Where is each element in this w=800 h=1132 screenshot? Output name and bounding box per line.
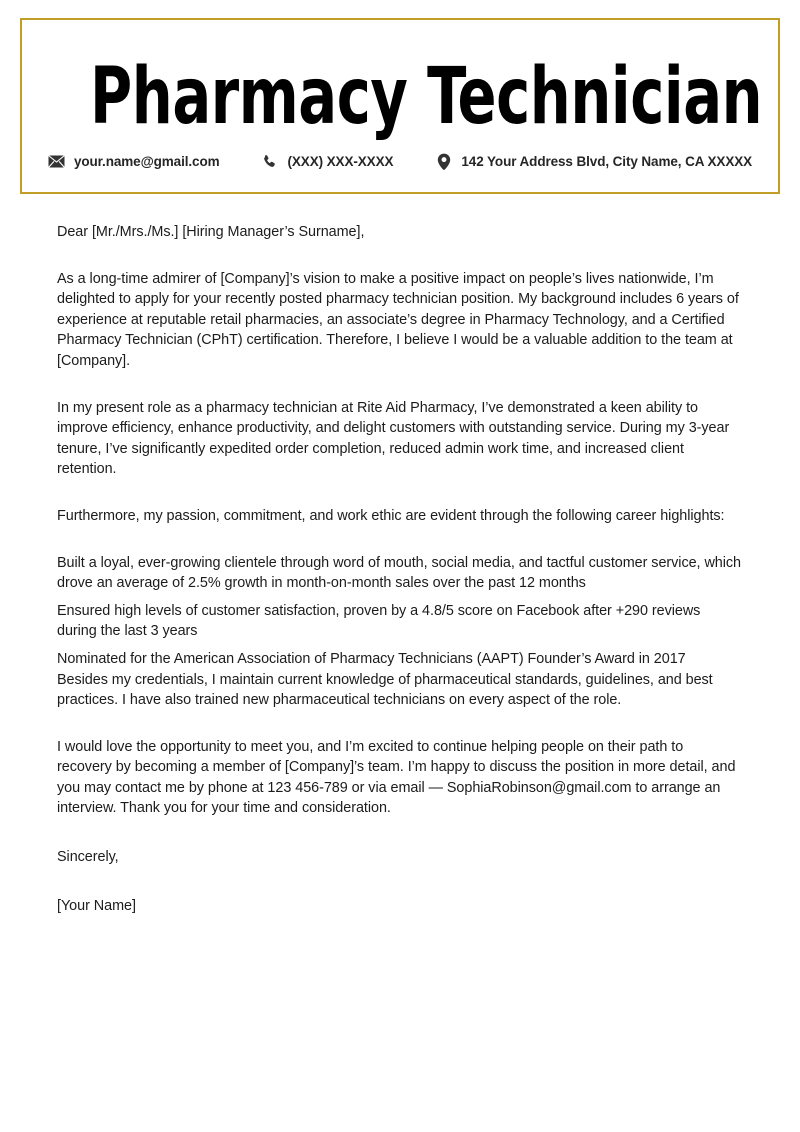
letter-signoff: Sincerely,: [57, 849, 119, 866]
contact-item-email[interactable]: [27, 153, 241, 170]
letter-salutation: Dear [Mr./Mrs./Ms.] [Hiring Manager’s Surname],: [57, 224, 365, 240]
contact-address-text: 142 Your Address Blvd, City Name, CA XXXXX: [461, 154, 753, 169]
header-box: [20, 18, 780, 194]
letter-closing-paragraph-1: Besides my credentials, I maintain current knowledge of pharmaceutical standards, guidelines, and best practices. I have also trained new pharmaceutical technicians on every aspect of the role.: [57, 671, 713, 709]
letter-paragraph-3: Furthermore, my passion, commitment, and work ethic are evident through the following career highlights:: [57, 507, 725, 524]
page-title: Pharmacy Technician: [90, 52, 763, 142]
map-pin-icon: [435, 153, 452, 170]
letter-paragraph-1: As a long-time admirer of [Company]’s vision to make a positive impact on people’s lives nationwide, I’m delighted to apply for your recently posted pharmacy technician position. My background includes 6 years of experience at reputable retail pharmacies, an associate’s degree in Pharmacy Technology, and a Certified Pharmacy Technician (CPhT) certification. Therefore, I believe I would be a valuable addition to the team at [Company].: [57, 270, 739, 369]
contact-row: [22, 153, 778, 170]
letter-body: [57, 222, 741, 916]
envelope-icon: [48, 153, 65, 170]
list-item: Ensured high levels of customer satisfaction, proven by a 4.8/5 score on Facebook after +290 reviews during the last 3 years: [57, 602, 701, 640]
contact-phone-text: (XXX) XXX-XXXX: [287, 154, 394, 169]
list-item: Nominated for the American Association of Pharmacy Technicians (AAPT) Founder’s Award in 2017: [57, 650, 686, 667]
contact-item-phone[interactable]: [241, 153, 415, 170]
list-item: Built a loyal, ever-growing clientele through word of mouth, social media, and tactful customer service, which drove an average of 2.5% growth in month-on-month sales over the past 12 months: [57, 554, 741, 592]
contact-item-address[interactable]: [414, 153, 773, 170]
letter-closing-paragraph-2: I would love the opportunity to meet you, and I’m excited to continue helping people on their path to recovery by becoming a member of [Company]’s team. I’m happy to discuss the position in more detail, and you may contact me by phone at 123 456-789 or via email — SophiaRobinson@gmail.com to arrange an interview. Thank you for your time and consideration.: [57, 738, 736, 817]
letter-signature-name: [Your Name]: [57, 897, 136, 914]
career-highlights-list: [57, 553, 741, 670]
contact-email-text: your.name@gmail.com: [73, 154, 220, 169]
phone-icon: [262, 153, 279, 170]
letter-paragraph-2: In my present role as a pharmacy technician at Rite Aid Pharmacy, I’ve demonstrated a keen ability to improve efficiency, enhance productivity, and delight customers with outstanding service. During my 3-year tenure, I’ve significantly expedited order completion, reduced admin work time, and increased client retention.: [57, 399, 730, 478]
